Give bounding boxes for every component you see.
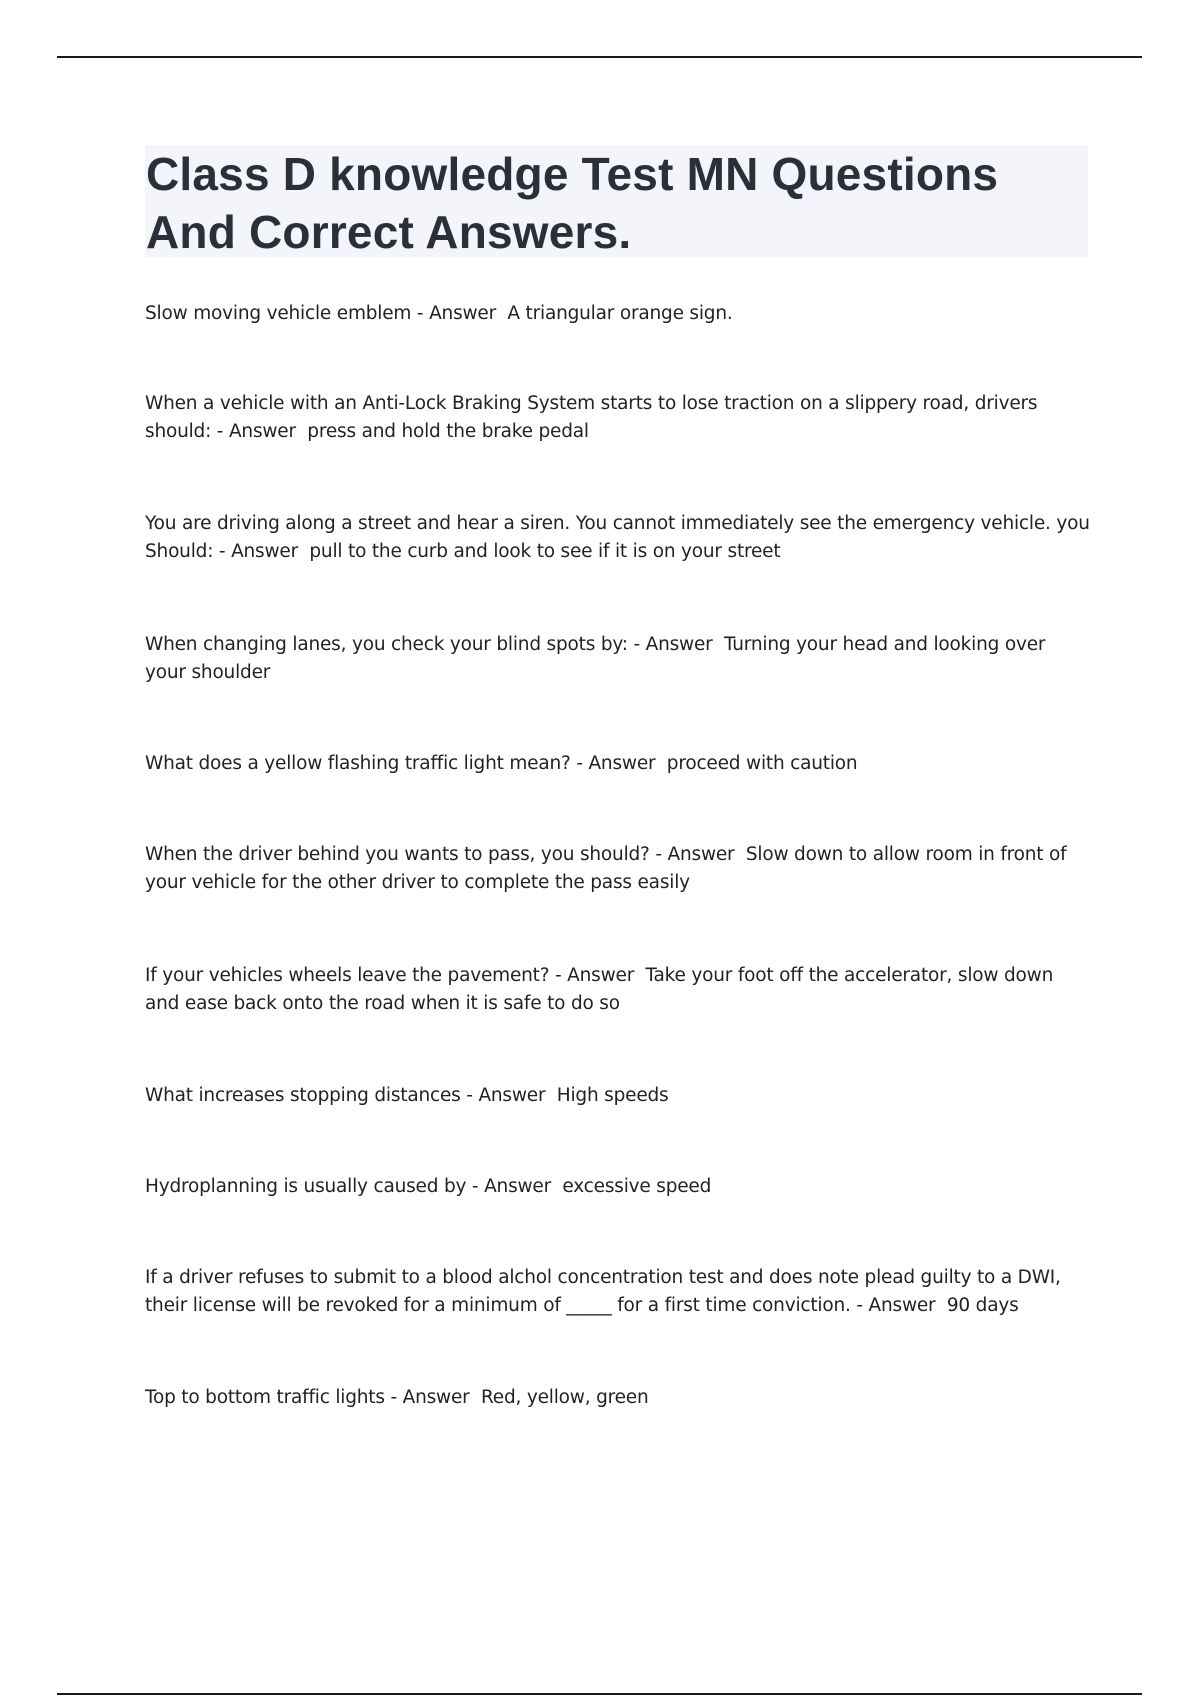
answer-text: Red, yellow, green — [480, 1387, 649, 1408]
answer-separator: - Answer — [627, 634, 719, 655]
document-title — [145, 145, 1088, 261]
title-banner — [145, 145, 1088, 257]
answer-separator: - Answer — [211, 421, 302, 442]
question-text: Top to bottom traffic lights — [145, 1387, 385, 1408]
answer-separator: - Answer — [411, 303, 502, 324]
qa-item — [145, 631, 1090, 687]
answer-text: Take your foot off the accelerator, slow down and ease back onto the road when it is safe to do so — [145, 965, 1054, 1014]
qa-item — [145, 300, 1090, 328]
qa-item — [145, 1264, 1090, 1320]
question-text: If a driver refuses to submit to a blood alchol concentration test and does note plead guilty to a DWI, their license will be revoked for a minimum of _____ for a first time conviction. — [145, 1267, 1061, 1316]
bottom-divider — [57, 1693, 1142, 1695]
question-text: Hydroplanning is usually caused by — [145, 1176, 467, 1197]
top-divider — [57, 56, 1142, 58]
answer-separator: - Answer — [850, 1295, 942, 1316]
answer-text: excessive speed — [562, 1176, 712, 1197]
qa-item — [145, 750, 1090, 778]
qa-item — [145, 841, 1090, 897]
title-line-1: Class D knowledge Test MN Questions — [146, 148, 999, 200]
qa-item — [145, 1173, 1090, 1201]
question-text: When a vehicle with an Anti-Lock Braking System starts to lose traction on a slippery road, drivers should: — [145, 393, 1038, 442]
qa-item — [145, 962, 1090, 1018]
answer-text: Slow down to allow room in front of your vehicle for the other driver to complete the pass easily — [145, 844, 1067, 893]
qa-item — [145, 390, 1090, 446]
qa-item — [145, 1082, 1090, 1110]
answer-text: Turning your head and looking over your shoulder — [145, 634, 1046, 683]
answer-text: pull to the curb and look to see if it is on your street — [309, 541, 781, 562]
answer-text: proceed with caution — [666, 753, 858, 774]
question-text: When changing lanes, you check your blind spots by: — [145, 634, 628, 655]
answer-separator: - Answer — [649, 844, 741, 865]
answer-separator: - Answer — [570, 753, 662, 774]
title-line-2: And Correct Answers. — [146, 206, 632, 258]
answer-separator: - Answer — [460, 1085, 552, 1106]
answer-separator: - Answer — [213, 541, 304, 562]
question-text: You are driving along a street and hear a siren. You cannot immediately see the emergency vehicle. you Should: — [145, 513, 1090, 562]
question-text: When the driver behind you wants to pass, you should? — [145, 844, 650, 865]
question-text: What increases stopping distances — [145, 1085, 461, 1106]
question-text: If your vehicles wheels leave the pavement? — [145, 965, 550, 986]
answer-separator: - Answer — [384, 1387, 476, 1408]
question-text: What does a yellow flashing traffic light mean? — [145, 753, 571, 774]
answer-separator: - Answer — [466, 1176, 557, 1197]
question-text: Slow moving vehicle emblem — [145, 303, 412, 324]
qa-item — [145, 1384, 1090, 1412]
answer-separator: - Answer — [549, 965, 640, 986]
answer-text: 90 days — [946, 1295, 1019, 1316]
answer-text: press and hold the brake pedal — [307, 421, 589, 442]
answer-text: A triangular orange sign. — [507, 303, 733, 324]
answer-text: High speeds — [556, 1085, 669, 1106]
qa-item — [145, 510, 1090, 566]
